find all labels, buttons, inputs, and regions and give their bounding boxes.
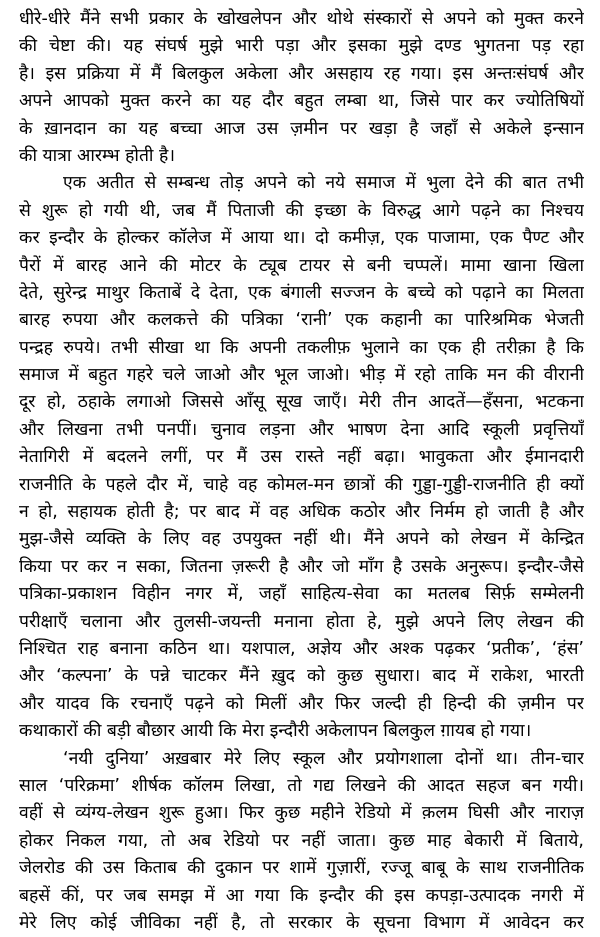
- text-line: से शुरू हो गयी थी, जब मैं पिताजी की इच्छा के विरुद्ध आगे पढ़ने का निश्चय: [19, 200, 584, 221]
- text-line: कर इन्दौर के होल्कर कॉलेज में आया था। दो कमीज़, एक पाजामा, एक पैण्ट और: [19, 228, 584, 249]
- text-line: और लिखना तभी पनपीं। चुनाव लड़ना और भाषण देना आदि स्कूली प्रवृत्तियाँ: [19, 419, 584, 440]
- paragraph: [19, 746, 584, 937]
- text-line: नेतागिरी में बदलने लगीं, पर मैं उस रास्ते नहीं बढ़ा। भावुकता और ईमानदारी: [19, 447, 584, 468]
- text-line: की चेष्टा की। यह संघर्ष मुझे भारी पड़ा और इसका मुझे दण्ड भुगतना पड़ रहा: [19, 36, 584, 57]
- text-line: है। इस प्रक्रिया में मैं बिलकुल अकेला और असहाय रह गया। इस अन्तःसंघर्ष और: [19, 63, 584, 84]
- text-line: पन्द्रह रुपये। तभी सीखा था कि अपनी तकलीफ़ भुलाने का एक ही तरीक़ा है कि: [19, 337, 584, 358]
- text-line: पत्रिका-प्रकाशन विहीन नगर में, जहाँ साहित्य-सेवा का मतलब सिर्फ़ सम्मेलनी: [19, 584, 584, 605]
- text-line: एक अतीत से सम्बन्ध तोड़ अपने को नये समाज में भुला देने की बात तभी: [63, 173, 584, 194]
- text-line: मेरे लिए कोई जीविका नहीं है, तो सरकार के सूचना विभाग में आवेदन कर: [19, 912, 584, 933]
- paragraph: [19, 170, 584, 745]
- text-line: ‘नयी दुनिया’ अख़बार मेरे लिए स्कूल और प्रयोगशाला दोनों था। तीन-चार: [63, 748, 584, 769]
- text-line: दूर हो, ठहाके लगाओ जिससे आँसू सूख जाएँ। मेरी तीन आदतें—हँसना, भटकना: [19, 392, 584, 413]
- text-line: मुझ-जैसे व्यक्ति के लिए वह उपयुक्त नहीं थी। मैंने अपने को लेखन में केन्द्रित: [19, 529, 584, 550]
- text-line: अपने आपको मुक्त करने का यह दौर बहुत लम्बा था, जिसे पार कर ज्योतिषियों: [19, 91, 584, 112]
- text-line: की यात्रा आरम्भ होती है।: [19, 145, 175, 166]
- paragraph: [19, 6, 584, 170]
- text-line: कथाकारों की बड़ी बौछार आयी कि मेरा इन्दौरी अकेलापन बिलकुल ग़ायब हो गया।: [19, 721, 532, 742]
- text-line: और यादव कि रचनाएँ पढ़ने को मिलीं और फिर जल्दी ही हिन्दी की ज़मीन पर: [19, 693, 584, 714]
- text-line: समाज में बहुत गहरे चले जाओ और भूल जाओ। भीड़ में रहो ताकि मन की वीरानी: [19, 365, 584, 386]
- text-line: बहसें कीं, पर जब समझ में आ गया कि इन्दौर की इस कपड़ा-उत्पादक नगरी में: [19, 885, 584, 906]
- page-text-body: [19, 6, 584, 937]
- text-line: देते, सुरेन्द्र माथुर किताबें दे देता, एक बंगाली सज्जन के बच्चे को पढ़ाने का मिलता: [19, 282, 584, 303]
- text-line: राजनीति के पहले दौर में, चाहे वह कोमल-मन छात्रों की गुड्डा-गुड्डी-राजनीति ही क्यों: [19, 474, 584, 495]
- text-line: बारह रुपया और कलकत्ते की पत्रिका ‘रानी’ एक कहानी का पारिश्रमिक भेजती: [19, 310, 584, 331]
- text-line: के ख़ानदान का यह बच्चा आज उस ज़मीन पर खड़ा है जहाँ से अकेले इन्सान: [19, 118, 584, 139]
- text-line: जेलरोड की उस किताब की दुकान पर शामें गुज़ारीं, रज्जू बाबू के साथ राजनीतिक: [19, 858, 584, 879]
- text-line: निश्चित राह बनाना कठिन था। यशपाल, अज्ञेय और अश्क पढ़कर ‘प्रतीक’, ‘हंस’: [19, 638, 584, 659]
- text-line: साल ‘परिक्रमा’ शीर्षक कॉलम लिखा, तो गद्य लिखने की आदत सहज बन गयी।: [19, 775, 584, 796]
- text-line: पैरों में बारह आने की मोटर के ट्यूब टायर से बनी चप्पलें। मामा खाना खिला: [19, 255, 584, 276]
- text-line: होकर निकल गया, तो अब रेडियो पर नहीं जाता। कुछ माह बेकारी में बिताये,: [19, 830, 584, 851]
- text-line: और ‘कल्पना’ के पन्ने चाटकर मैंने ख़ुद को कुछ सुधारा। बाद में राकेश, भारती: [19, 666, 584, 687]
- text-line: परीक्षाएँ चलाना और तुलसी-जयन्ती मनाना होता हे, मुझे अपने लिए लेखन की: [19, 611, 584, 632]
- text-line: वहीं से व्यंग्य-लेखन शुरू हुआ। फिर कुछ महीने रेडियो में क़लम घिसी और नाराज़: [19, 803, 584, 824]
- text-line: किया पर कर न सका, जितना ज़रूरी है और जो माँग है उसके अनुरूप। इन्दौर-जैसे: [19, 556, 584, 577]
- text-line: धीरे-धीरे मैंने सभी प्रकार के खोखलेपन और थोथे संस्कारों से अपने को मुक्त करने: [19, 9, 584, 29]
- text-line: न हो, सहायक होती है; पर बाद में वह अधिक कठोर और निर्मम हो जाती है और: [19, 502, 584, 523]
